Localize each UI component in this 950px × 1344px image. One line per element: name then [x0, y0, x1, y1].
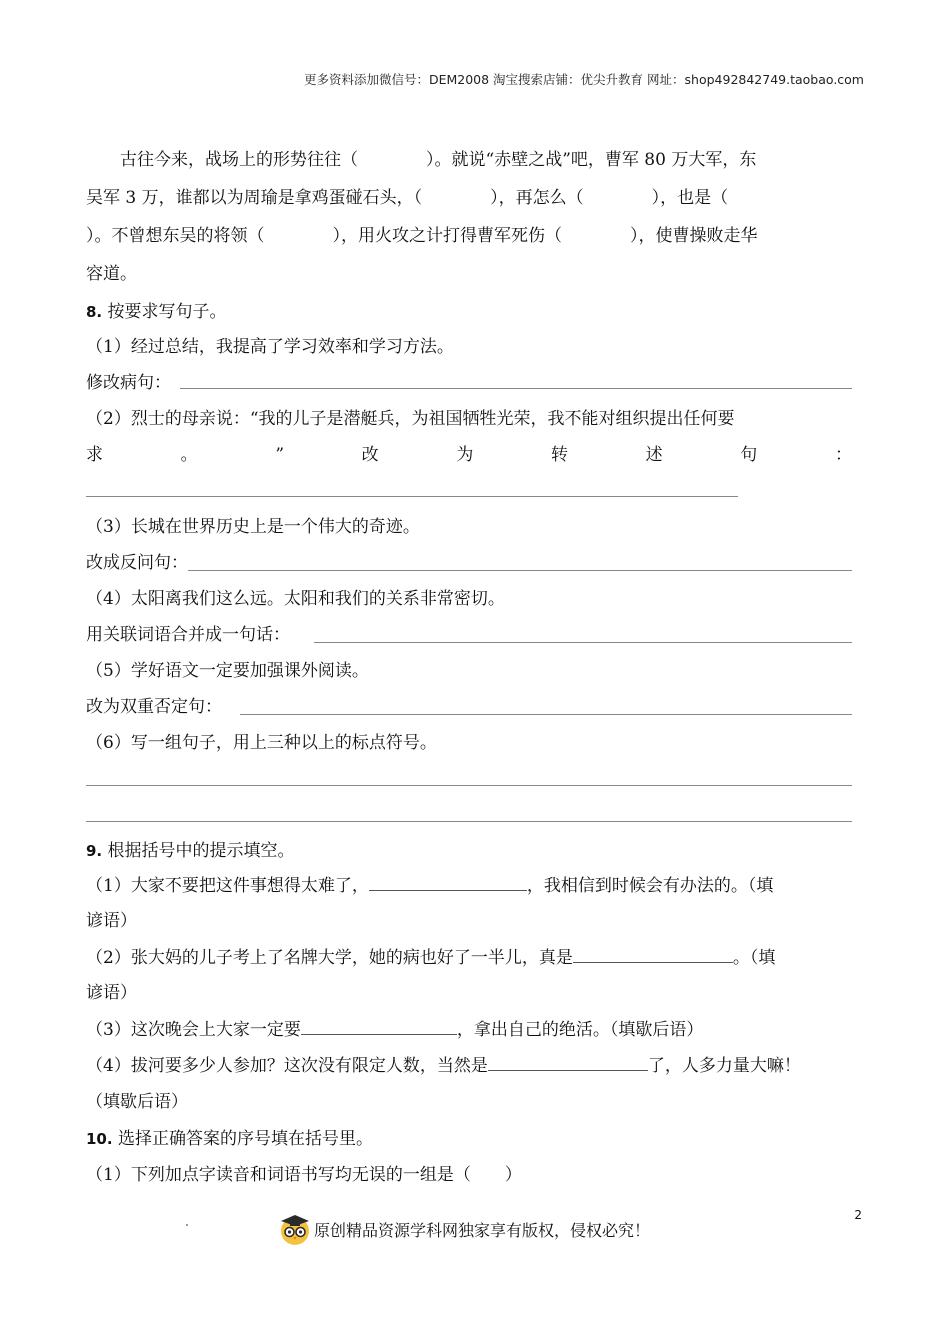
passage-line-1: 古往今来，战场上的形势往往（ ）。就说“赤壁之战”吧，曹军 80 万大军，东	[86, 150, 757, 170]
owl-logo-icon	[278, 1212, 312, 1246]
q8-item-2-char: 。	[180, 445, 198, 465]
question-10-title: 选择正确答案的序号填在括号里。	[117, 1129, 373, 1149]
question-9-number: 9.	[86, 842, 103, 860]
q8-item-1-answer-row	[86, 371, 171, 395]
answer-line-8-1[interactable]	[180, 388, 852, 389]
passage-line-3: ）。不曾想东吴的将领（ ），用火攻之计打得曹军死伤（ ），使曹操败走华	[86, 226, 758, 246]
q8-item-3-label: 改成反问句：	[86, 553, 188, 573]
q8-item-2-char: 转	[550, 445, 568, 465]
answer-line-8-6b[interactable]	[86, 821, 852, 822]
question-10-heading	[86, 1127, 373, 1151]
passage-line-4: 容道。	[86, 264, 137, 284]
q9-item-2-text-b: 。（填	[732, 948, 776, 968]
q8-item-2-continued	[86, 443, 852, 467]
q9-item-4-hint: （填歇后语）	[86, 1092, 188, 1112]
q9-item-3-text-b: ，拿出自己的绝活。（填歇后语）	[456, 1020, 704, 1040]
question-9-title: 根据括号中的提示填空。	[107, 841, 295, 861]
page-number: 2	[854, 1208, 862, 1222]
q8-item-1: （1）经过总结，我提高了学习效率和学习方法。	[86, 337, 454, 357]
q9-item-3	[86, 1017, 703, 1042]
q9-item-2-text-a: （2）张大妈的儿子考上了名牌大学，她的病也好了一半儿，真是	[86, 948, 573, 968]
q8-item-2-char: 句	[740, 445, 758, 465]
question-10-number: 10.	[86, 1130, 113, 1148]
footer	[278, 1212, 650, 1246]
q8-item-1-label: 修改病句：	[86, 373, 171, 393]
question-8-heading	[86, 300, 227, 324]
page-header: 更多资料添加微信号：DEM2008 淘宝搜索店铺：优尖升教育 网址：shop492842749.taobao.com	[303, 72, 864, 87]
q8-item-4-label: 用关联词语合并成一句话：	[86, 625, 290, 645]
q8-item-2-char: 为	[456, 445, 474, 465]
q9-item-2	[86, 945, 775, 970]
q8-item-4: （4）太阳离我们这么远。太阳和我们的关系非常密切。	[86, 589, 505, 609]
answer-line-8-4[interactable]	[314, 642, 852, 643]
q8-item-2-char: 改	[361, 445, 379, 465]
decorative-dot	[186, 1224, 188, 1226]
q8-item-2: （2）烈士的母亲说：“我的儿子是潜艇兵，为祖国牺牲光荣，我不能对组织提出任何要	[86, 409, 735, 429]
question-9-heading	[86, 839, 295, 863]
q9-item-2-hint: 谚语）	[86, 983, 137, 1003]
q9-item-3-blank[interactable]	[301, 1017, 457, 1035]
q9-item-1-hint: 谚语）	[86, 911, 137, 931]
copyright-notice: 原创精品资源学科网独家享有版权，侵权必究！	[314, 1220, 651, 1240]
q8-item-2-char: ：	[834, 445, 852, 465]
q9-item-4-text-b: 了，人多力量大嘛！	[647, 1056, 801, 1076]
q8-item-2-char: ”	[275, 445, 285, 465]
q8-item-5-answer-row	[86, 695, 222, 719]
q8-item-2-char: 述	[645, 445, 663, 465]
q9-item-3-text-a: （3）这次晚会上大家一定要	[86, 1020, 301, 1040]
q8-item-4-answer-row	[86, 623, 290, 647]
q8-item-3: （3）长城在世界历史上是一个伟大的奇迹。	[86, 517, 420, 537]
q8-item-5-label: 改为双重否定句：	[86, 697, 222, 717]
passage-line-2: 吴军 3 万，谁都以为周瑜是拿鸡蛋碰石头，（ ），再怎么（ ），也是（	[86, 188, 729, 208]
answer-line-8-2[interactable]	[86, 496, 738, 497]
q8-item-5: （5）学好语文一定要加强课外阅读。	[86, 661, 369, 681]
answer-line-8-3[interactable]	[188, 570, 852, 571]
q8-item-2-char: 求	[86, 445, 103, 465]
question-8-title: 按要求写句子。	[107, 302, 227, 322]
q9-item-1	[86, 873, 773, 898]
question-8-number: 8.	[86, 303, 103, 321]
q9-item-1-text-b: ，我相信到时候会有办法的。（填	[526, 876, 774, 896]
answer-line-8-6a[interactable]	[86, 785, 852, 786]
answer-line-8-5[interactable]	[240, 714, 852, 715]
q9-item-4	[86, 1053, 801, 1078]
q9-item-1-text-a: （1）大家不要把这件事想得太难了，	[86, 876, 369, 896]
q9-item-4-blank[interactable]	[488, 1053, 648, 1071]
q9-item-4-text-a: （4）拔河要多少人参加？这次没有限定人数，当然是	[86, 1056, 488, 1076]
q10-item-1: （1）下列加点字读音和词语书写均无误的一组是（ ）	[86, 1165, 522, 1185]
q9-item-2-blank[interactable]	[573, 945, 733, 963]
q8-item-3-answer-row	[86, 551, 188, 575]
q9-item-1-blank[interactable]	[369, 873, 527, 891]
q8-item-6: （6）写一组句子，用上三种以上的标点符号。	[86, 733, 437, 753]
